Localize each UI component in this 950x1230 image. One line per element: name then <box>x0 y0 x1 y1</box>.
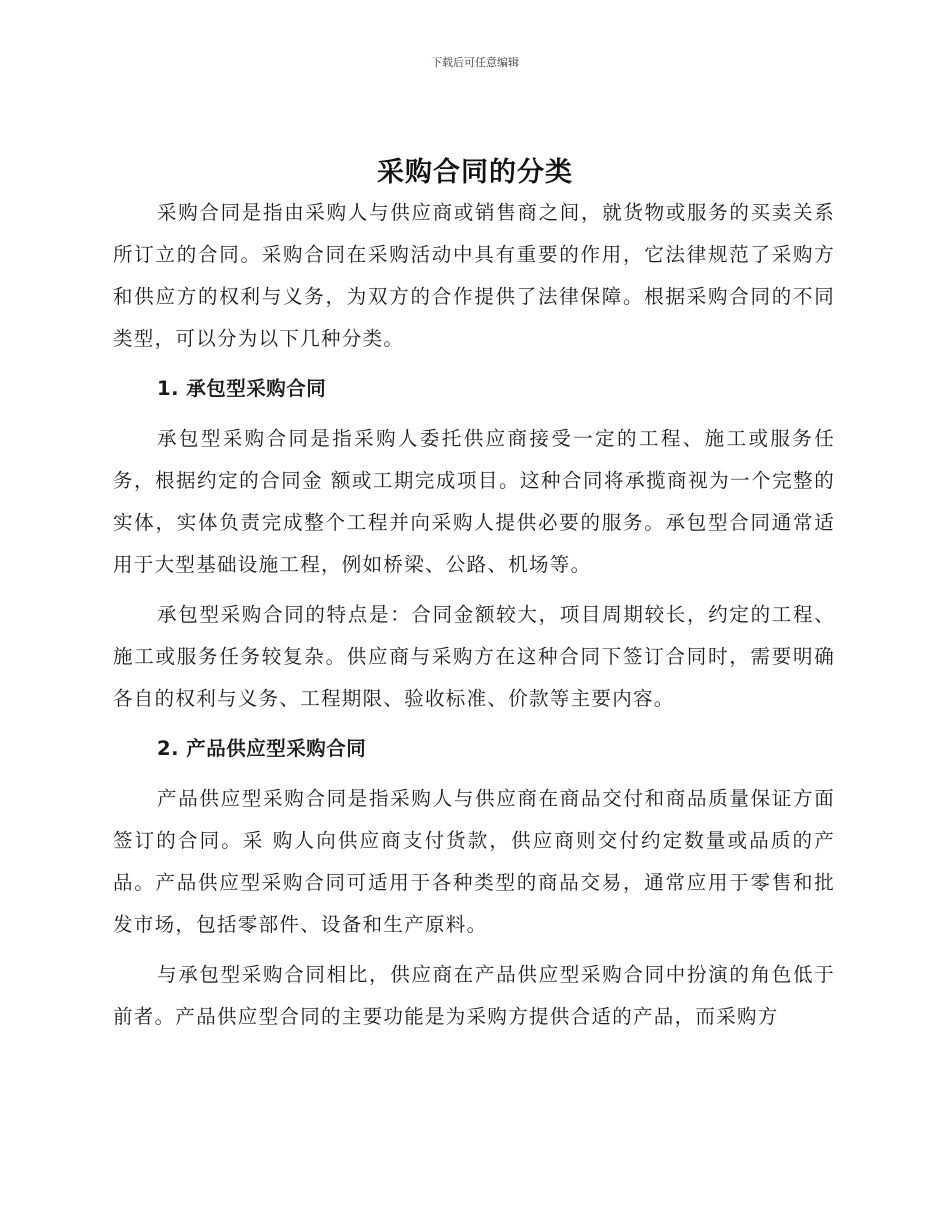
document-body <box>113 192 835 1046</box>
section-1-heading: 1. 承包型采购合同 <box>157 377 327 400</box>
header-note: 下载后可任意编辑 <box>431 56 519 69</box>
section-2-heading: 2. 产品供应型采购合同 <box>157 737 367 760</box>
intro-paragraph: 采购合同是指由采购人与供应商或销售商之间，就货物或服务的买卖关系所订立的合同。采购合同在采购活动中具有重要的作用，它法律规范了采购方和供应方的权利与义务，为双方的合作提供了法律保障。根据采购合同的不同类型，可以分为以下几种分类。 <box>113 201 835 350</box>
section-2-paragraph-1: 产品供应型采购合同是指采购人与供应商在商品交付和商品质量保证方面签订的合同。采 购人向供应商支付货款，供应商则交付约定数量或品质的产品。产品供应型采购合同可适用于各种类型的商品交易，通常应用于零售和批发市场，包括零部件、设备和生产原料。 <box>113 787 835 936</box>
section-1-paragraph-1: 承包型采购合同是指采购人委托供应商接受一定的工程、施工或服务任务，根据约定的合同金 额或工期完成项目。这种合同将承揽商视为一个完整的实体，实体负责完成整个工程并向采购人提供必要的服务。承包型合同通常适用于大型基础设施工程，例如桥梁、公路、机场等。 <box>113 427 835 576</box>
section-1-paragraph-2: 承包型采购合同的特点是：合同金额较大，项目周期较长，约定的工程、施工或服务任务较复杂。供应商与采购方在这种合同下签订合同时，需要明确各自的权利与义务、工程期限、验收标准、价款等主要内容。 <box>113 603 835 710</box>
page-title: 采购合同的分类 <box>377 157 573 188</box>
section-2-paragraph-2: 与承包型采购合同相比，供应商在产品供应型采购合同中扮演的角色低于前者。产品供应型合同的主要功能是为采购方提供合适的产品，而采购方 <box>113 963 835 1028</box>
